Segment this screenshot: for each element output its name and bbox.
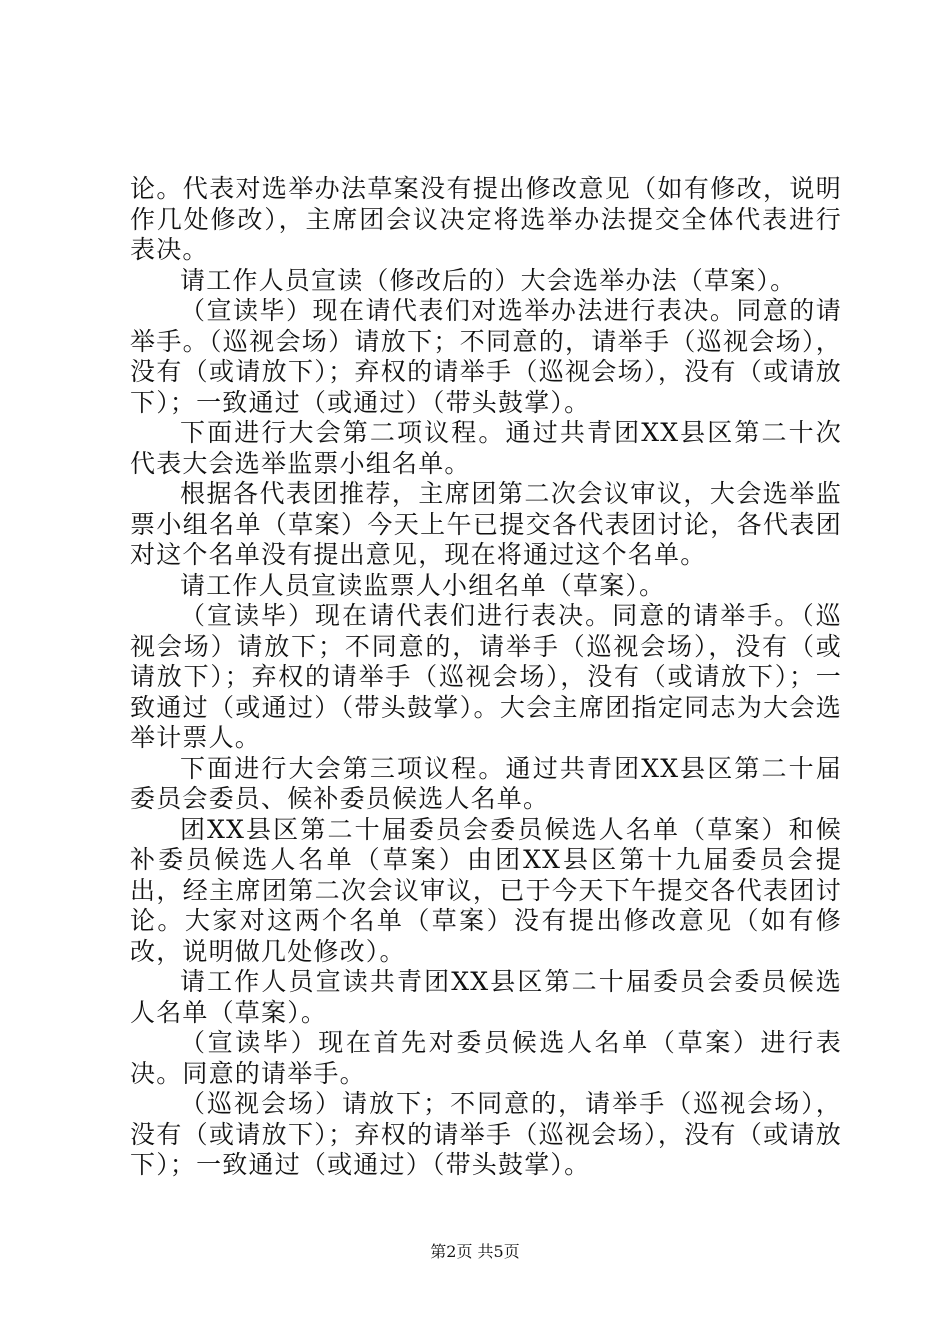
page-footer (0, 1242, 950, 1262)
document-body (130, 174, 842, 1181)
paragraph-12: （巡视会场）请放下；不同意的，请举手（巡视会场），没有（或请放下）；弃权的请举手（巡视会场），没有（或请放下）；一致通过（或通过）（带头鼓掌）。 (130, 1089, 842, 1179)
paragraph-6: 请工作人员宣读监票人小组名单（草案）。 (180, 570, 666, 600)
paragraph-2: 请工作人员宣读（修改后的）大会选举办法（草案）。 (180, 265, 797, 295)
paragraph-3: （宣读毕）现在请代表们对选举办法进行表决。同意的请举手。（巡视会场）请放下；不同意的，请举手（巡视会场），没有（或请放下）；弃权的请举手（巡视会场），没有（或请放下）；一致通过（或通过）（带头鼓掌）。 (130, 296, 842, 417)
paragraph-11: （宣读毕）现在首先对委员候选人名单（草案）进行表决。同意的请举手。 (130, 1028, 842, 1088)
paragraph-10: 请工作人员宣读共青团XX县区第二十届委员会委员候选人名单（草案）。 (130, 967, 842, 1027)
page-number-label: 第2页 共5页 (430, 1242, 520, 1261)
paragraph-1: 论。代表对选举办法草案没有提出修改意见（如有修改，说明作几处修改），主席团会议决定将选举办法提交全体代表进行表决。 (130, 174, 842, 264)
paragraph-5: 根据各代表团推荐，主席团第二次会议审议，大会选举监票小组名单（草案）今天上午已提交各代表团讨论，各代表团对这个名单没有提出意见，现在将通过这个名单。 (130, 479, 842, 569)
paragraph-8: 下面进行大会第三项议程。通过共青团XX县区第二十届委员会委员、候补委员候选人名单。 (130, 753, 842, 813)
paragraph-9: 团XX县区第二十届委员会委员候选人名单（草案）和候补委员候选人名单（草案）由团XX县区第十九届委员会提出，经主席团第二次会议审议，已于今天下午提交各代表团讨论。大家对这两个名单（草案）没有提出修改意见（如有修改，说明做几处修改）。 (130, 814, 842, 966)
paragraph-7: （宣读毕）现在请代表们进行表决。同意的请举手。（巡视会场）请放下；不同意的，请举手（巡视会场），没有（或请放下）；弃权的请举手（巡视会场），没有（或请放下）；一致通过（或通过）（带头鼓掌）。大会主席团指定同志为大会选举计票人。 (130, 601, 842, 752)
paragraph-4: 下面进行大会第二项议程。通过共青团XX县区第二十次代表大会选举监票小组名单。 (130, 418, 842, 478)
